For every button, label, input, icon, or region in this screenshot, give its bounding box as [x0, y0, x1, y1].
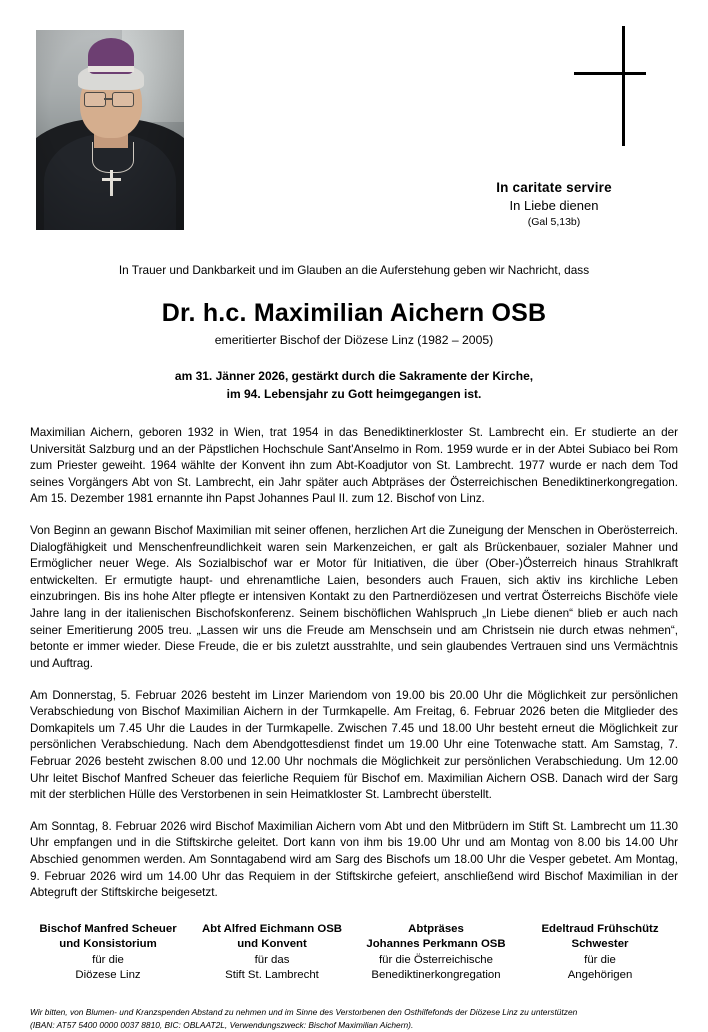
announcement-text: In Trauer und Dankbarkeit und im Glauben an die Auferstehung geben wir Nachricht, dass: [118, 263, 590, 277]
signatory-line-3: für das: [254, 953, 290, 966]
signatory-line-2: und Konsistorium: [59, 938, 157, 951]
signatory-line-4: Stift St. Lambrecht: [225, 969, 319, 982]
photo-vignette: [36, 30, 184, 230]
signatory-line-3: für die: [92, 953, 124, 966]
death-info-line-1: am 31. Jänner 2026, gestärkt durch die Sakramente der Kirche,: [174, 369, 534, 383]
motto-german: In Liebe dienen: [509, 198, 599, 213]
paragraph-appreciation: Von Beginn an gewann Bischof Maximilian mit seiner offenen, herzlichen Art die Zuneigung der Menschen in Oberösterreich. Dialogfähigkeit und Menschenfreundlichkeit waren sein Markenzeichen, er galt als Brückenbauer, sozialer Mahner und Ermöglicher neuer Wege. Als Sozialbischof war er Motor für Initiativen, die über (Ober-)Österreich hinaus Strahlkraft entwickelten. Er ermutigte haupt- und ehrenamtliche Laien, besonders auch Frauen, sich aktiv ins kirchliche Leben einzubringen. Bis ins hohe Alter pflegte er intensiven Kontakt zu den Partnerdiözesen und vertrat Österreichs Bischöfe viele Jahre lang in der italienischen Bischofskonferenz. Seinem bischöflichen Wahlspruch „In Liebe dienen“ blieb er auch nach seiner Emeritierung 2005 treu. „Lassen wir uns die Freude am Menschsein und am Christsein nie durch etwas nehmen“, betonte er immer wieder. Diese Freude, die er bis zuletzt ausstrahlte, und sein glaubendes Vertrauen sind uns Vermächtnis und Auftrag.: [30, 524, 678, 670]
signatory-line-1: Bischof Manfred Scheuer: [39, 922, 177, 935]
latin-cross-icon: [574, 26, 646, 146]
portrait-photo: [36, 30, 184, 230]
footnote-line-2: (IBAN: AT57 5400 0000 0037 8810, BIC: OBLAAT2L, Verwendungszweck: Bischof Maximilian Aichern).: [30, 1019, 414, 1030]
paragraph-funeral-st-lambrecht: Am Sonntag, 8. Februar 2026 wird Bischof Maximilian Aichern vom Abt und den Mitbrüdern im Stift St. Lambrecht um 11.30 Uhr empfangen und in die Stiftskirche geleitet. Dort kann von ihm bis 19.00 Uhr und am Montag von 8.00 bis 14.00 Uhr Abschied genommen werden. Am Sonntagabend wird am Sarg des Bischofs um 18.00 Uhr die Vesper gebetet. Am Montag, 9. Februar 2026 wird um 14.00 Uhr das Requiem in der Stiftskirche gefeiert, anschließend wird Bischof Maximilian in der Abtegruft der Stiftskirche beigesetzt.: [30, 819, 678, 900]
signatory-line-4: Diözese Linz: [75, 969, 141, 982]
signatory-line-4: Angehörigen: [567, 969, 633, 982]
cross-horizontal-bar: [574, 72, 646, 75]
signatory-family: [518, 922, 682, 984]
motto-block: [434, 180, 674, 228]
signatory-line-2: Johannes Perkmann OSB: [366, 938, 506, 951]
signatory-line-4: Benediktinerkongregation: [371, 969, 501, 982]
signatory-line-3: für die Österreichische: [379, 953, 493, 966]
signatory-line-3: für die: [584, 953, 616, 966]
signatory-stift-st-lambrecht: [190, 922, 354, 984]
deceased-name: Dr. h.c. Maximilian Aichern OSB: [161, 299, 547, 327]
footnote-line-1: Wir bitten, von Blumen- und Kranzspenden Abstand zu nehmen und im Sinne des Verstorbenen den Osthilfefonds der Diözese Linz zu unterstützen: [30, 1006, 578, 1017]
signatory-benedictine-congregation: [354, 922, 518, 984]
death-info: [0, 367, 708, 403]
signatory-line-1: Edeltraud Frühschütz: [541, 922, 659, 935]
obituary-body: [30, 425, 678, 902]
signatory-line-2: und Konvent: [237, 938, 307, 951]
death-info-line-2: im 94. Lebensjahr zu Gott heimgegangen ist.: [226, 387, 482, 401]
paragraph-biography: Maximilian Aichern, geboren 1932 in Wien, trat 1954 in das Benediktinerkloster St. Lambrecht ein. Er studierte an der Universität Salzburg und an der Päpstlichen Hochschule Sant'Anselmo in Rom. 1959 wurde er in der Abtei Subiaco bei Rom zum Priester geweiht. 1964 wählte der Konvent ihn zum Abt-Koadjutor von St. Lambrecht. 1977 wurde er nach dem Tod seines Vorgängers Abt von St. Lambrecht, ein Jahr später auch Abtpräses der Österreichischen Benediktinerkongregation. Am 15. Dezember 1981 ernannte ihn Papst Johannes Paul II. zum 12. Bischof von Linz.: [30, 426, 678, 506]
signatories: [26, 922, 682, 984]
cross-vertical-bar: [622, 26, 625, 146]
paragraph-farewell-linz: Am Donnerstag, 5. Februar 2026 besteht im Linzer Mariendom von 19.00 bis 20.00 Uhr die Möglichkeit zur persönlichen Verabschiedung von Bischof Maximilian Aichern in der Turmkapelle. Am Freitag, 6. Februar 2026 beten die Mitglieder des Domkapitels um 7.45 Uhr die Laudes in der Turmkapelle. Zwischen 7.45 und 18.00 Uhr besteht erneut die Möglichkeit zur persönlichen Verabschiedung. Nach dem Abendgottesdienst findet um 19.00 Uhr eine Totenwache statt. Am Samstag, 7. Februar 2026 besteht zwischen 8.00 und 12.00 Uhr nochmals die Möglichkeit zur persönlichen Verabschiedung. Um 12.00 Uhr leitet Bischof Manfred Scheuer das feierliche Requiem für Bischof em. Maximilian Aichern OSB. Danach wird der Sarg mit der sterblichen Hülle des Verstorbenen in sein Heimatkloster St. Lambrecht überstellt.: [30, 688, 678, 802]
deceased-role: emeritierter Bischof der Diözese Linz (1982 – 2005): [214, 333, 494, 347]
motto-reference: (Gal 5,13b): [527, 216, 581, 228]
motto-latin: In caritate servire: [496, 180, 612, 195]
signatory-line-1: Abtpräses: [408, 922, 464, 935]
donation-footnote: [30, 1006, 678, 1032]
signatory-line-2: Schwester: [571, 938, 629, 951]
header-section: [0, 0, 708, 245]
signatory-diocese-linz: [26, 922, 190, 984]
signatory-line-1: Abt Alfred Eichmann OSB: [201, 922, 343, 935]
